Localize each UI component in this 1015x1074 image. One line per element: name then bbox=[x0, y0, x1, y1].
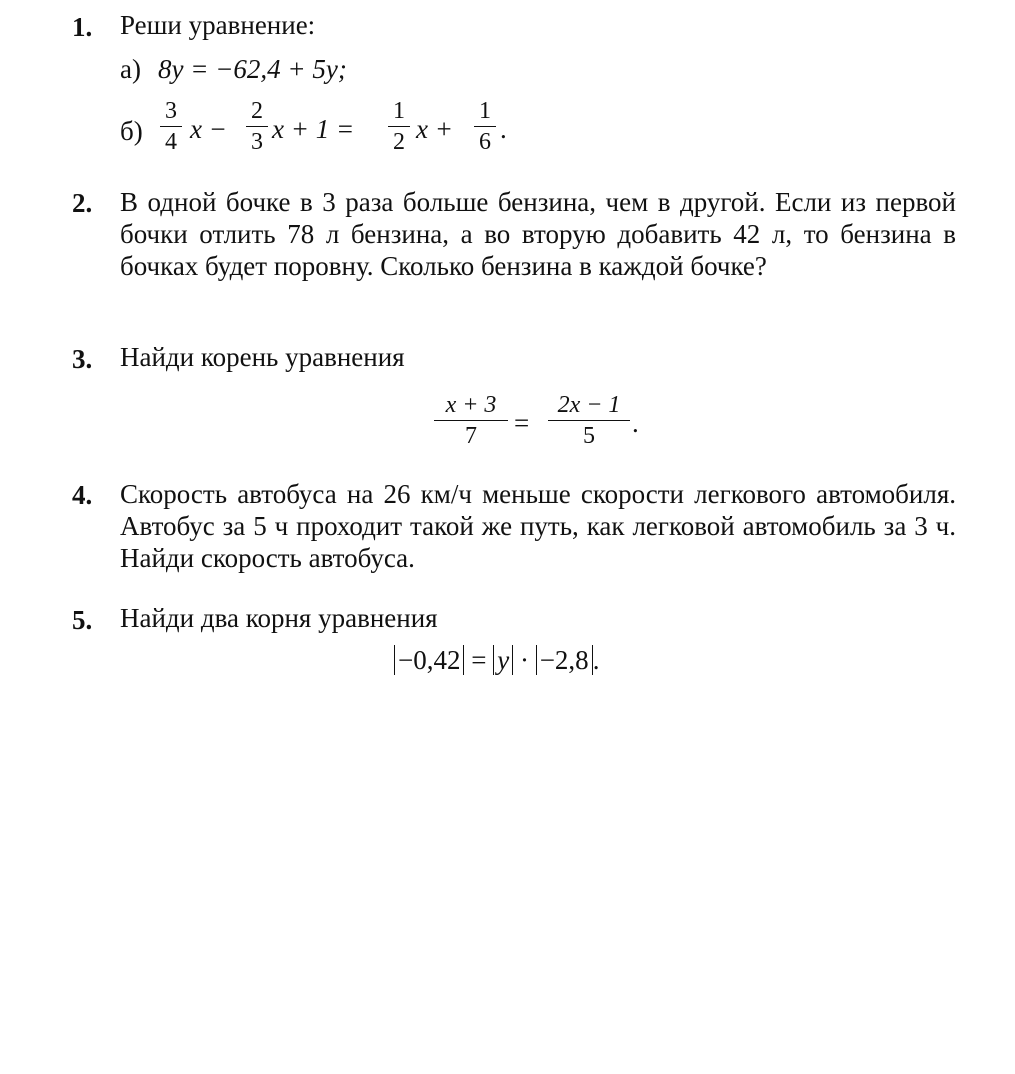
absolute-value: y bbox=[493, 645, 513, 675]
operator-x-minus: x − bbox=[190, 114, 227, 144]
problem-1-number: 1. bbox=[72, 12, 93, 42]
denominator: 6 bbox=[479, 129, 491, 155]
denominator: 2 bbox=[393, 129, 405, 155]
numerator: x + 3 bbox=[445, 392, 497, 418]
problem-5-text: Найди два корня уравнения bbox=[120, 603, 438, 633]
problem-1a-expression: 8y = −62,4 + 5y; bbox=[158, 54, 347, 84]
numerator: 2x − 1 bbox=[557, 392, 621, 418]
problem-5-number: 5. bbox=[72, 605, 93, 635]
multiplication-dot: · bbox=[519, 645, 529, 675]
numerator: 3 bbox=[165, 98, 177, 124]
problem-2-text: В одной бочке в 3 раза больше бензина, чем в другой. Если из первой бочки отлить 78 л бензина, а во вторую добавить 42 л, то бензина в бочках будет поровну. Сколько бензина в каждой бочке? bbox=[120, 187, 956, 281]
fraction-x-plus-3-over-7 bbox=[434, 392, 508, 449]
numerator: 1 bbox=[393, 98, 405, 124]
problem-1b-label: б) bbox=[120, 116, 143, 146]
operator-x-plus: x + bbox=[416, 114, 453, 144]
period: . bbox=[632, 408, 639, 438]
problem-1a-label: а) bbox=[120, 54, 141, 84]
fraction-1-6 bbox=[474, 98, 496, 155]
equals-sign: = bbox=[471, 645, 487, 675]
absolute-value: −0,42 bbox=[394, 645, 464, 675]
problem-3-number: 3. bbox=[72, 344, 93, 374]
fraction-2-3 bbox=[246, 98, 268, 155]
operator-x-plus-one-equals: x + 1 = bbox=[272, 114, 355, 144]
fraction-3-4 bbox=[160, 98, 182, 155]
numerator: 2 bbox=[251, 98, 263, 124]
fraction-1-2 bbox=[388, 98, 410, 155]
denominator: 4 bbox=[165, 129, 177, 155]
equals-sign: = bbox=[514, 408, 530, 438]
problem-4-text: Скорость автобуса на 26 км/ч меньше скорости легкового автомобиля. Автобус за 5 ч проходит такой же путь, как легковой автомобиль за 3 ч. Найди скорость автобуса. bbox=[120, 479, 956, 573]
numerator: 1 bbox=[479, 98, 491, 124]
problem-5-equation bbox=[394, 645, 599, 676]
problem-2-number: 2. bbox=[72, 188, 93, 218]
fraction-2x-minus-1-over-5 bbox=[548, 392, 630, 449]
absolute-value: −2,8 bbox=[536, 645, 593, 675]
period: . bbox=[592, 645, 600, 675]
denominator: 3 bbox=[251, 129, 263, 155]
denominator: 5 bbox=[583, 423, 595, 449]
problem-1-text: Реши уравнение: bbox=[120, 10, 316, 40]
period: . bbox=[500, 114, 507, 144]
problem-3-text: Найди корень уравнения bbox=[120, 342, 405, 372]
problem-4-number: 4. bbox=[72, 480, 93, 510]
denominator: 7 bbox=[465, 423, 477, 449]
